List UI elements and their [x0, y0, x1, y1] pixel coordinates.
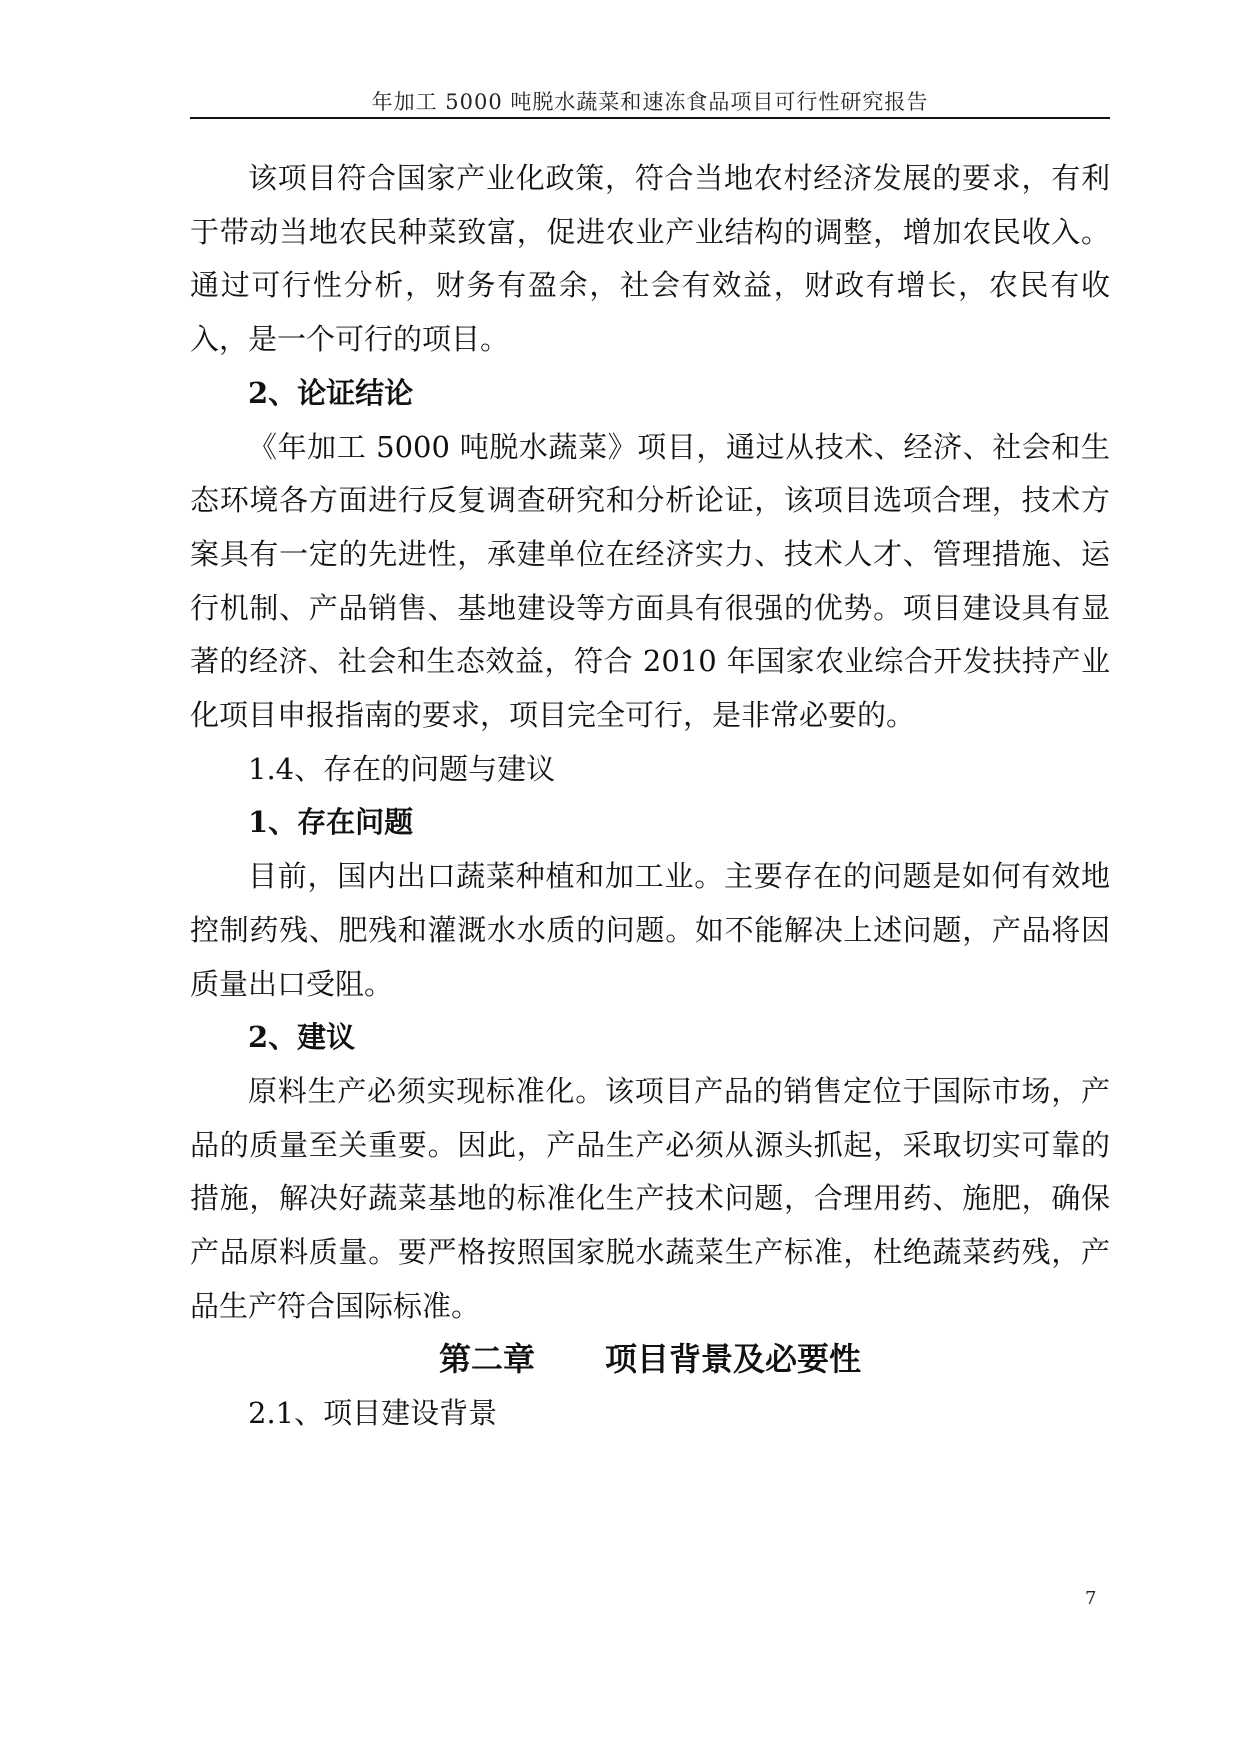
paragraph-problems: 目前，国内出口蔬菜种植和加工业。主要存在的问题是如何有效地控制药残、肥残和灌溉水水质的问题。如不能解决上述问题，产品将因质量出口受阻。 [190, 859, 1110, 1001]
paragraph-conclusion: 《年加工 5000 吨脱水蔬菜》项目，通过从技术、经济、社会和生态环境各方面进行反复调查研究和分析论证，该项目选项合理，技术方案具有一定的先进性，承建单位在经济实力、技术人才、管理措施、运行机制、产品销售、基地建设等方面具有很强的优势。项目建设具有显著的经济、社会和生态效益，符合 2010 年国家农业综合开发扶持产业化项目申报指南的要求，项目完全可行，是非常必要的。 [190, 429, 1110, 733]
section-heading-1-4: 1.4、存在的问题与建议 [248, 751, 556, 786]
chapter-title: 项目背景及必要性 [605, 1340, 862, 1379]
header-divider [190, 117, 1110, 119]
paragraph-suggestions: 原料生产必须实现标准化。该项目产品的销售定位于国际市场，产品的质量至关重要。因此，产品生产必须从源头抓起，采取切实可靠的措施，解决好蔬菜基地的标准化生产技术问题，合理用药、施肥，确保产品原料质量。要严格按照国家脱水蔬菜生产标准，杜绝蔬菜药残，产品生产符合国际标准。 [190, 1073, 1110, 1323]
heading-suggestions: 2、建议 [248, 1020, 356, 1055]
page-number: 7 [1085, 1588, 1097, 1609]
paragraph-summary: 该项目符合国家产业化政策，符合当地农村经济发展的要求，有利于带动当地农民种菜致富，促进农业产业结构的调整，增加农民收入。通过可行性分析，财务有盈余，社会有效益，财政有增长，农民有收入，是一个可行的项目。 [190, 161, 1110, 357]
chapter-label: 第二章 [438, 1340, 535, 1379]
heading-problems: 1、存在问题 [248, 805, 414, 840]
document-body [190, 152, 1110, 1441]
heading-conclusion: 2、论证结论 [248, 375, 414, 410]
section-heading-2-1: 2.1、项目建设背景 [248, 1396, 498, 1431]
running-header-title: 年加工 5000 吨脱水蔬菜和速冻食品项目可行性研究报告 [371, 90, 929, 114]
chapter-heading [190, 1333, 1110, 1387]
